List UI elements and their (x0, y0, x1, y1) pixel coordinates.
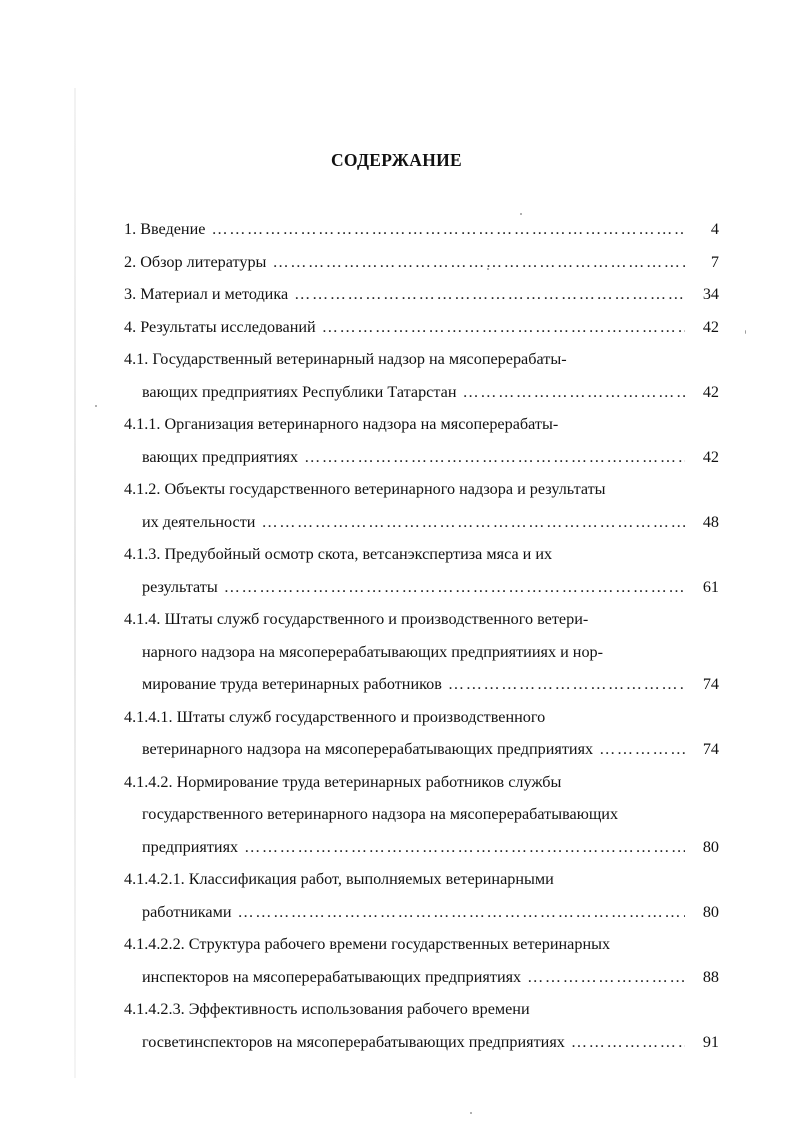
dot-leader (527, 962, 685, 992)
toc-line (124, 1027, 719, 1060)
dot-leader (211, 214, 685, 244)
toc-entry (124, 279, 719, 312)
scan-speck (745, 330, 746, 334)
toc-page-number: 7 (710, 252, 719, 271)
toc-line (124, 214, 719, 247)
toc-line (124, 247, 719, 280)
toc-line (124, 962, 719, 995)
toc-line (124, 864, 719, 897)
scan-speck (95, 405, 97, 407)
toc-line (124, 539, 719, 572)
dot-leader (224, 572, 685, 602)
toc-line (124, 767, 719, 800)
toc-page-number: 91 (702, 1032, 719, 1051)
toc-page-number: 74 (702, 675, 719, 693)
toc-page-number: 42 (702, 382, 719, 401)
toc-line (124, 312, 719, 345)
toc-entry (124, 767, 719, 865)
dot-leader (571, 1027, 685, 1057)
dot-leader (272, 247, 685, 277)
toc-line (124, 442, 719, 475)
scan-edge (74, 88, 76, 1078)
toc-entry-text: 4. Результаты исследований (124, 317, 316, 336)
toc-entry (124, 409, 719, 474)
toc-entry-text: 4.1.4.1. Штаты служб государственного и производственного (124, 707, 546, 726)
toc-page-number: 80 (702, 902, 719, 921)
toc-entry-text: 4.1.4.2.3. Эффективность использования рабочего времени (124, 1000, 530, 1018)
dot-leader (294, 279, 685, 309)
scan-speck (520, 213, 522, 215)
toc-entry-text: 4.1.4. Штаты служб государственного и производственного ветери- (124, 610, 589, 628)
toc-entry-text: 4.1. Государственный ветеринарный надзор на мясоперерабаты- (124, 350, 567, 368)
page-title: СОДЕРЖАНИЕ (330, 150, 462, 170)
toc-entry (124, 344, 719, 409)
toc-line (124, 734, 719, 767)
dot-leader (244, 832, 685, 862)
toc-page-number: 42 (702, 317, 719, 336)
toc-entry-text: 4.1.2. Объекты государственного ветеринарного надзора и результаты (124, 480, 606, 498)
toc-entry-text: нарного надзора на мясоперерабатывающих предприятииях и нор- (142, 642, 604, 661)
toc-page-number: 4 (710, 220, 719, 238)
toc-line (124, 994, 719, 1027)
toc-entry (124, 312, 719, 345)
toc-entry-text: инспекторов на мясоперерабатывающих предприятиях (142, 967, 522, 986)
toc-entry-text: государственного ветеринарного надзора на мясоперерабатывающих (142, 805, 619, 823)
dot-leader (448, 669, 685, 699)
toc-entry-text: 4.1.4.2. Нормирование труда ветеринарных работников службы (124, 772, 562, 791)
toc-page-number: 88 (702, 967, 719, 986)
toc-entry (124, 994, 719, 1059)
toc-line (124, 572, 719, 605)
toc-entry (124, 702, 719, 767)
dot-leader (599, 734, 685, 764)
toc-entry-text: предприятиях (142, 837, 239, 856)
toc-line (124, 507, 719, 540)
toc-entry-text: мирование труда ветеринарных работников (142, 675, 442, 693)
toc-page-number: 74 (702, 740, 719, 758)
dot-leader (261, 507, 685, 537)
toc-line (124, 409, 719, 442)
scan-speck (487, 268, 489, 270)
toc-line (124, 474, 719, 507)
table-of-contents (124, 214, 719, 1059)
toc-entry-text: вающих предприятиях Республики Татарстан (142, 382, 457, 401)
toc-entry-text: вающих предприятиях (142, 447, 299, 466)
toc-page-number: 48 (702, 512, 719, 531)
toc-entry (124, 214, 719, 247)
toc-entry (124, 539, 719, 604)
toc-entry-text: 4.1.4.2.2. Структура рабочего времени государственных ветеринарных (124, 935, 611, 953)
scan-speck (470, 1112, 472, 1114)
dot-leader (304, 442, 685, 472)
toc-line (124, 669, 719, 702)
toc-line (124, 279, 719, 312)
toc-line (124, 344, 719, 377)
toc-entry-text: результаты (142, 577, 218, 596)
toc-entry-text: госветинспекторов на мясоперерабатывающих предприятиях (142, 1032, 565, 1051)
toc-line (124, 832, 719, 865)
toc-entry-text: 2. Обзор литературы (124, 252, 267, 271)
toc-page-number: 80 (702, 837, 719, 856)
toc-entry (124, 474, 719, 539)
dot-leader (463, 377, 686, 407)
toc-line (124, 702, 719, 735)
toc-page-number: 61 (702, 577, 719, 596)
toc-entry-text: 4.1.3. Предубойный осмотр скота, ветсанэкспертиза мяса и их (124, 545, 553, 563)
toc-line (124, 637, 719, 670)
toc-entry (124, 864, 719, 929)
toc-entry-text: их деятельности (142, 512, 256, 531)
toc-line (124, 799, 719, 832)
toc-line (124, 929, 719, 962)
toc-line (124, 897, 719, 930)
toc-line (124, 377, 719, 410)
dot-leader (322, 312, 685, 342)
toc-entry-text: 3. Материал и методика (124, 285, 289, 303)
toc-entry-text: работниками (142, 902, 232, 921)
toc-entry (124, 604, 719, 702)
toc-page-number: 42 (702, 447, 719, 466)
toc-entry (124, 247, 719, 280)
toc-entry-text: 4.1.4.2.1. Классификация работ, выполняемых ветеринарными (124, 870, 554, 888)
toc-line (124, 604, 719, 637)
toc-entry-text: ветеринарного надзора на мясоперерабатывающих предприятиях (142, 740, 594, 758)
dot-leader (238, 897, 685, 927)
toc-entry-text: 1. Введение (124, 220, 206, 238)
toc-entry-text: 4.1.1. Организация ветеринарного надзора на мясоперерабаты- (124, 415, 559, 433)
toc-entry (124, 929, 719, 994)
toc-page-number: 34 (702, 285, 719, 303)
